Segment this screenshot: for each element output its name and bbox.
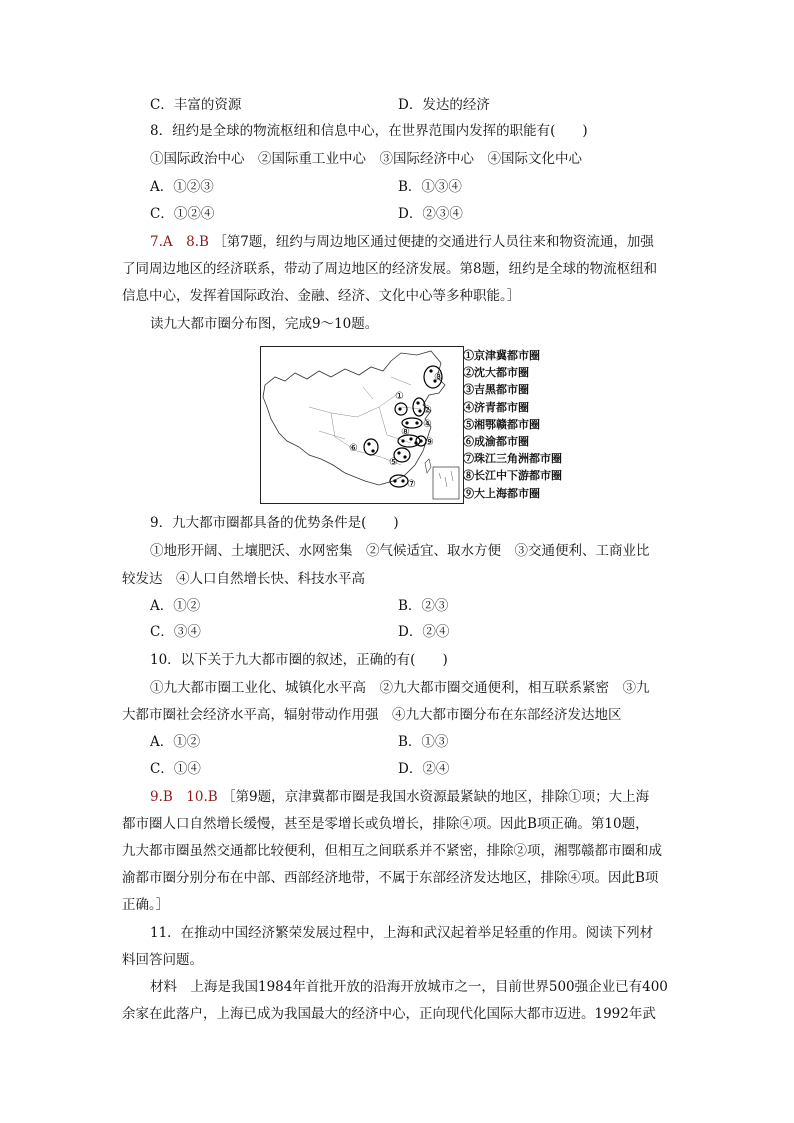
answer-9-10-text1: ［第9题，京津冀都市圈是我国水资源最紧缺的地区，排除①项；大上海 [222, 789, 650, 805]
legend-item-2: ②沈大都市圈 [463, 366, 529, 380]
map-marker-5: ⑤ [389, 457, 398, 468]
legend-item-5: ⑤湘鄂赣都市圈 [463, 417, 540, 431]
q8-option-d: D．②③④ [398, 206, 463, 222]
q11-material-line1: 材料 上海是我国1984年首批开放的沿海开放城市之一，目前世界500强企业已有400 [150, 979, 668, 995]
q9-option-c: C．③④ [150, 624, 201, 640]
q10-stem: 10．以下关于九大都市圈的叙述，正确的有( ) [150, 652, 448, 668]
answer-7-8-line2: 了同周边地区的经济联系，带动了周边地区的经济发展。第8题，纽约是全球的物流枢纽和 [122, 261, 658, 277]
legend-item-1: ①京津冀都市圈 [463, 349, 540, 362]
legend-item-7: ⑦珠江三角洲都市圈 [463, 452, 562, 466]
legend-item-4: ④济青都市圈 [463, 400, 529, 414]
legend-item-3: ③吉黑都市圈 [463, 383, 529, 397]
q9-items-line1: ①地形开阔、土壤肥沃、水网密集 ②气候适宜、取水方便 ③交通便利、工商业比 [150, 543, 650, 559]
legend-item-6: ⑥成渝都市圈 [463, 435, 529, 449]
q10-option-a: A．①② [150, 734, 201, 750]
answer-9-10-label: 9.B 10.B [150, 789, 218, 805]
china-map-figure [260, 346, 464, 504]
map-marker-6: ⑥ [349, 443, 358, 454]
q8-items: ①国际政治中心 ②国际重工业中心 ③国际经济中心 ④国际文化中心 [150, 151, 582, 167]
q11-material-line2: 余家在此落户，上海已成为我国最大的经济中心，正向现代化国际大都市迈进。1992年武 [122, 1006, 656, 1022]
q10-option-d: D．②④ [398, 761, 450, 777]
q9-option-d: D．②④ [398, 624, 450, 640]
q8-option-b: B．①③④ [398, 179, 462, 195]
map-marker-4: ④ [423, 419, 432, 430]
china-outline [263, 351, 445, 485]
q9-items-line2: 较发达 ④人口自然增长快、科技水平高 [122, 571, 365, 587]
answer-9-10-line2: 都市圈人口自然增长缓慢，甚至是零增长或负增长，排除④项。因此B项正确。第10题， [122, 816, 649, 832]
map-legend [463, 347, 562, 502]
metro-area-6-ellipse [364, 439, 378, 455]
map-marker-2: ② [423, 405, 432, 416]
intro-9-10: 读九大都市圈分布图，完成9～10题。 [150, 316, 379, 332]
q8-stem: 8．纽约是全球的物流枢纽和信息中心，在世界范围内发挥的职能有( ) [150, 123, 588, 139]
answer-9-10-line5: 正确。］ [122, 897, 170, 913]
q8-option-c: C．①②④ [150, 206, 215, 222]
answer-7-8-text1: ［第7题，纽约与周边地区通过便捷的交通进行人员往来和物资流通，加强 [213, 234, 654, 250]
q10-option-c: C．①④ [150, 761, 201, 777]
q8-option-a: A．①②③ [150, 179, 214, 195]
q11-stem-line2: 料回答问题。 [122, 952, 203, 968]
map-marker-3: ③ [434, 372, 443, 383]
legend-item-8: ⑧长江中下游都市圈 [463, 469, 562, 483]
q9-stem: 9．九大都市圈都具备的优势条件是( ) [150, 515, 399, 531]
q7-option-d: D．发达的经济 [398, 97, 490, 113]
q9-option-b: B．②③ [398, 598, 449, 614]
answer-7-8-line3: 信息中心，发挥着国际政治、金融、经济、文化中心等多种职能。］ [122, 288, 521, 304]
answer-9-10-line4: 渝都市圈分别分布在中部、西部经济地带，不属于东部经济发达地区，排除④项。因此B项 [122, 870, 659, 886]
answer-9-10-line3: 九大都市圈虽然交通都比较便利，但相互之间联系并不紧密，排除②项，湘鄂赣都市圈和成 [122, 843, 662, 859]
q10-items-line2: 大都市圈社会经济水平高，辐射带动作用强 ④九大都市圈分布在东部经济发达地区 [122, 707, 622, 723]
answer-9-10-line1 [150, 787, 649, 807]
legend-item-9: ⑨大上海都市圈 [463, 486, 540, 500]
q10-items-line1: ①九大都市圈工业化、城镇化水平高 ②九大都市圈交通便利，相互联系紧密 ③九 [150, 680, 650, 696]
map-marker-1: ① [395, 391, 404, 402]
q11-stem-line1: 11．在推动中国经济繁荣发展过程中，上海和武汉起着举足轻重的作用。阅读下列材 [150, 925, 654, 941]
q7-option-c: C．丰富的资源 [150, 97, 242, 113]
map-marker-8: ⑧ [401, 427, 410, 438]
answer-7-8-label: 7.A 8.B [150, 234, 209, 250]
taiwan-island [425, 459, 431, 473]
map-marker-9: ⑨ [425, 437, 434, 448]
map-marker-7: ⑦ [407, 479, 416, 490]
q9-option-a: A．①② [150, 598, 201, 614]
q10-option-b: B．①③ [398, 734, 449, 750]
china-map-svg [261, 347, 463, 503]
answer-7-8-line1 [150, 232, 654, 252]
